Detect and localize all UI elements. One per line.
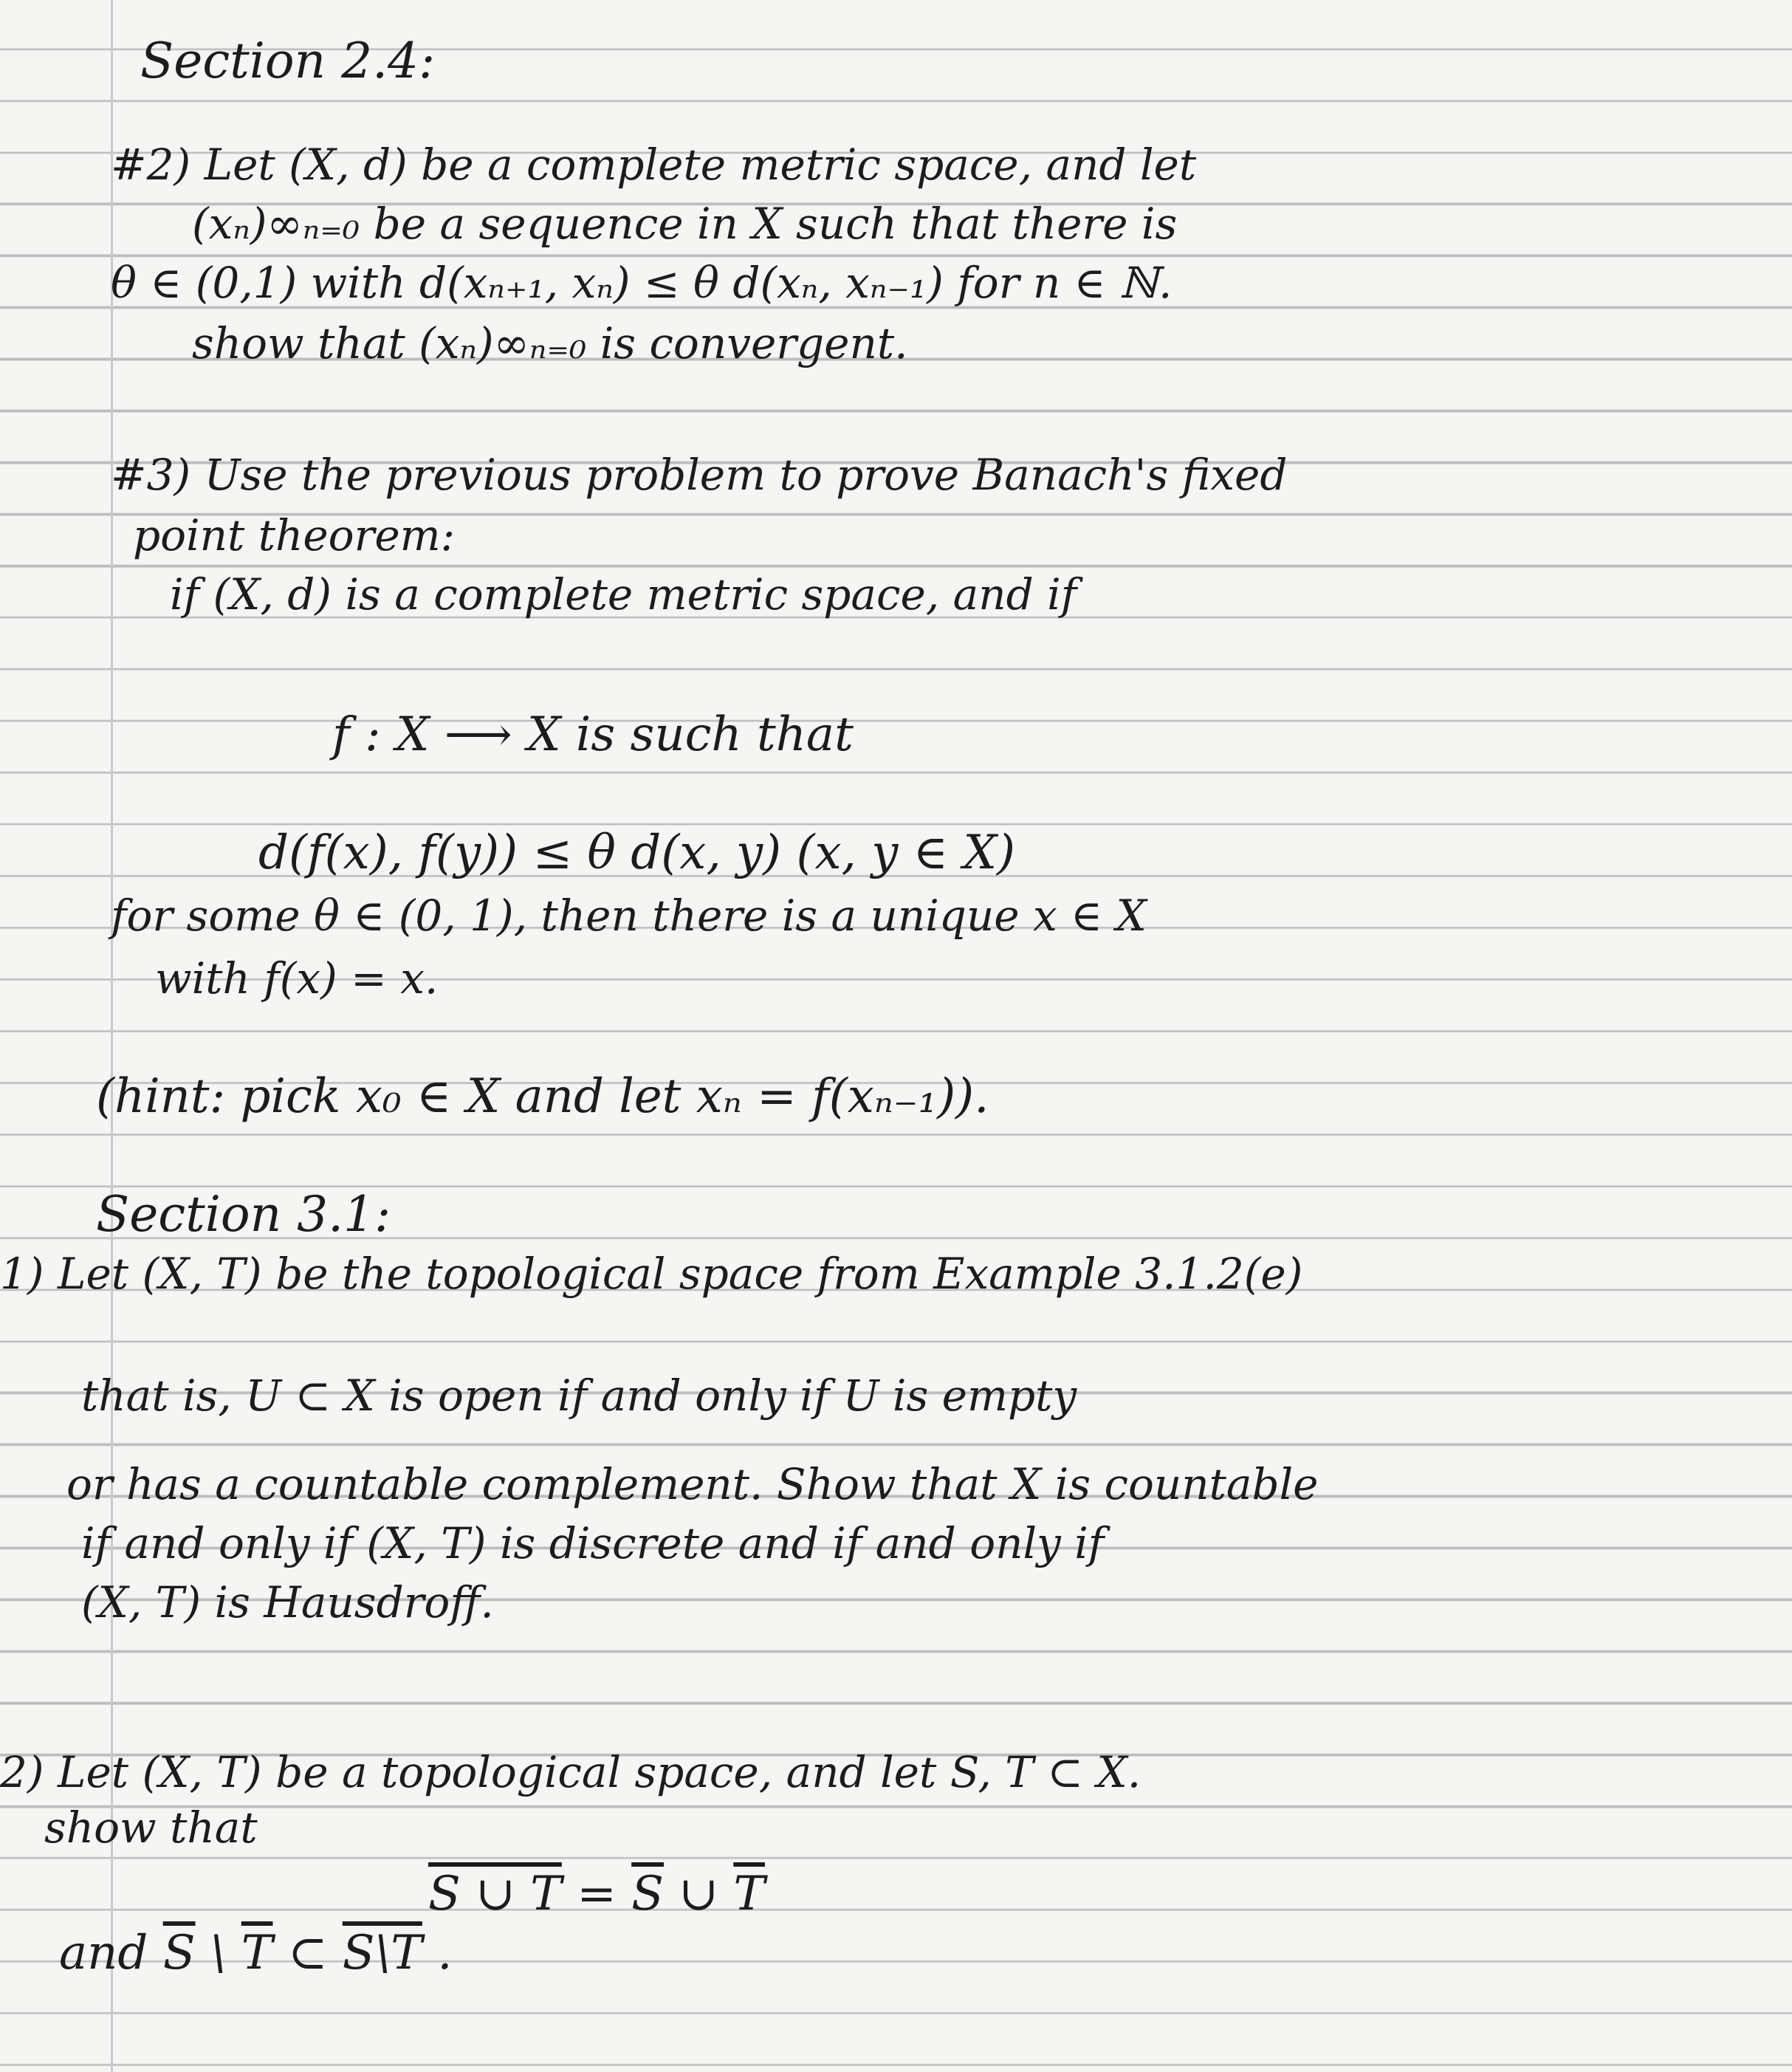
final-period: . bbox=[422, 1926, 453, 1980]
closure-of-s: $\overline{S}$ bbox=[631, 1867, 664, 1921]
problem-3-hint: (hint: pick x₀ ∈ X and let xₙ = f(xₙ₋₁)). bbox=[96, 1069, 989, 1124]
problem-2-line-2: (xₙ)∞ₙ₌₀ be a sequence in X such that there is bbox=[192, 199, 1178, 249]
problem-2-line-4: show that (xₙ)∞ₙ₌₀ is convergent. bbox=[192, 318, 908, 368]
and-word: and bbox=[59, 1926, 163, 1980]
problem-3-line-3: if (X, d) is a complete metric space, and if bbox=[170, 569, 1077, 620]
problem-2-line-3: θ ∈ (0,1) with d(xₙ₊₁, xₙ) ≤ θ d(xₙ, xₙ₋₁) for n ∈ ℕ. bbox=[111, 258, 1173, 308]
closure-union-equation bbox=[428, 1868, 765, 1920]
problem-3-line-4: f : X ⟶ X is such that bbox=[332, 707, 854, 762]
problem-3-1-1-line-1: 1) Let (X, T) be the topological space from Example 3.1.2(e) bbox=[0, 1249, 1303, 1299]
subset-sign: ⊂ bbox=[272, 1926, 343, 1980]
closure-of-union: S ∪ T bbox=[428, 1867, 562, 1921]
problem-3-1-2-line-1: 2) Let (X, T) be a topological space, and let S, T ⊂ X. bbox=[0, 1747, 1142, 1797]
problem-3-line-1: #3) Use the previous problem to prove Banach's fixed bbox=[111, 450, 1288, 500]
problem-3-1-1-line-3: or has a countable complement. Show that X is countable bbox=[66, 1459, 1319, 1509]
problem-3-1-1-line-2: that is, U ⊂ X is open if and only if U is empty bbox=[81, 1371, 1077, 1421]
equals-sign: = bbox=[561, 1867, 632, 1921]
problem-3-1-1-line-4: if and only if (X, T) is discrete and if and only if bbox=[81, 1518, 1105, 1568]
section-2-4-heading: Section 2.4: bbox=[140, 32, 436, 89]
closure-t-left: $\overline{T}$ bbox=[241, 1926, 273, 1980]
problem-3-1-1-line-5: (X, T) is Hausdroff. bbox=[81, 1577, 494, 1627]
problem-3-line-7: with f(x) = x. bbox=[155, 953, 439, 1004]
closure-of-difference: S\T bbox=[342, 1926, 422, 1980]
problem-3-line-6: for some θ ∈ (0, 1), then there is a unique x ∈ X bbox=[111, 891, 1147, 941]
problem-3-line-2: point theorem: bbox=[133, 510, 456, 560]
union-sign: ∪ bbox=[664, 1867, 734, 1921]
section-3-1-heading: Section 3.1: bbox=[96, 1186, 391, 1243]
closure-of-t: $\overline{T}$ bbox=[733, 1867, 765, 1921]
problem-3-1-2-line-2: show that bbox=[44, 1802, 258, 1853]
closure-s-left: $\overline{S}$ bbox=[162, 1926, 196, 1980]
setminus-sign: \ bbox=[195, 1926, 241, 1980]
problem-2-line-1: #2) Let (X, d) be a complete metric space, and let bbox=[111, 140, 1197, 190]
closure-difference-inclusion bbox=[59, 1927, 453, 1979]
problem-3-line-5: d(f(x), f(y)) ≤ θ d(x, y) (x, y ∈ X) bbox=[258, 826, 1015, 880]
